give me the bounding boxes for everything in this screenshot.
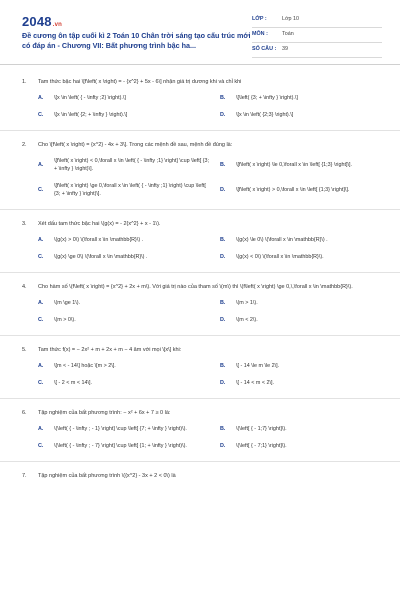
question-text: Tập nghiệm của bất phương trình: − x² + 6x + 7 ≥ 0 là: [38, 410, 171, 416]
option-letter: C. [38, 254, 44, 260]
question-item [0, 409, 400, 462]
question-text: Cho hàm số \(f\left( x \right) = {x^2} + 2x + m\). Với giá trị nào của tham số \(m\) thì \(f\left( x \right) \ge 0,\,\forall x \in \mathbb{R}\). [38, 284, 353, 290]
option-c[interactable] [38, 442, 210, 450]
question-stem [22, 472, 382, 480]
option-letter: A. [38, 95, 44, 101]
question-number: 6. [22, 410, 27, 416]
option-letter: C. [38, 380, 44, 386]
answer-options [22, 236, 382, 270]
answer-options [22, 299, 382, 333]
option-text: \(g(x) > 0\) \(\forall x \in \mathbb{R}\) . [54, 237, 144, 243]
option-letter: D. [220, 112, 226, 118]
question-text: Tam thức bậc hai \[f\left( x \right) = - {x^2} + 5x - 6\] nhận giá trị dương khi và chỉ khi [38, 79, 242, 85]
header-divider [0, 64, 400, 65]
question-divider [0, 130, 400, 131]
option-text: \[f\left( x \right) \le 0,\forall x \in \left[ {1;3} \right]\]. [236, 162, 352, 168]
option-a[interactable] [38, 94, 210, 102]
meta-row-count [252, 43, 382, 58]
question-stem [22, 283, 382, 291]
meta-row-class [252, 13, 382, 28]
option-a[interactable] [38, 299, 210, 307]
option-letter: B. [220, 426, 226, 432]
question-item [0, 283, 400, 336]
option-letter: A. [38, 237, 44, 243]
option-letter: B. [220, 300, 226, 306]
option-a[interactable] [38, 425, 210, 433]
question-list [0, 78, 400, 480]
option-a[interactable] [38, 236, 210, 244]
option-letter: D. [220, 380, 226, 386]
option-text: \[f\left( x \right) < 0,\forall x \in \left( { - \infty ;1} \right] \cup \left[ {3; + \infty } \right)\]. [54, 158, 210, 172]
option-c[interactable] [38, 379, 210, 387]
page-header [0, 0, 400, 62]
option-text: \[f\left( x \right) > 0,\forall x \in \left[ {1;3} \right]\]. [236, 187, 350, 193]
option-d[interactable] [220, 442, 392, 450]
option-text: \[x \in \left( {2;3} \right).\] [236, 112, 294, 118]
question-text: Tam thức f(x) = − 2x² + m + 2x + m − 4 âm với mọi \[x\] khi: [38, 347, 182, 353]
option-letter: A. [38, 162, 44, 168]
option-text: \(g(x) \ge 0\) \(\forall x \in \mathbb{R}\) . [54, 254, 148, 260]
question-stem [22, 346, 382, 354]
option-b[interactable] [220, 299, 392, 307]
option-letter: B. [220, 162, 226, 168]
question-number: 3. [22, 221, 27, 227]
question-item [0, 346, 400, 399]
option-text: \(\left( { - \infty ; - 1} \right] \cup \left[ {7; + \infty } \right)\). [54, 426, 187, 432]
option-letter: D. [220, 317, 226, 323]
option-text: \[ - 14 < m < 2\]. [236, 380, 275, 386]
question-number: 2. [22, 142, 27, 148]
option-letter: A. [38, 300, 44, 306]
option-letter: C. [38, 112, 44, 118]
site-logo[interactable]: 2048.vn [22, 14, 63, 29]
option-letter: B. [220, 363, 226, 369]
question-number: 7. [22, 473, 27, 479]
question-divider [0, 209, 400, 210]
meta-row-subject [252, 28, 382, 43]
meta-value: Toán [282, 31, 294, 37]
meta-table [252, 13, 382, 58]
option-text: \(m < 2\). [236, 317, 258, 323]
option-text: \(g(x) < 0\) \(\forall x \in \mathbb{R}\). [236, 254, 324, 260]
option-letter: B. [220, 95, 226, 101]
question-number: 5. [22, 347, 27, 353]
option-letter: D. [220, 443, 226, 449]
question-stem [22, 409, 382, 417]
option-text: \(\left[ { - 1;7} \right]\). [236, 426, 287, 432]
option-c[interactable] [38, 111, 210, 119]
answer-options [22, 362, 382, 396]
option-b[interactable] [220, 157, 392, 173]
option-a[interactable] [38, 362, 210, 370]
option-d[interactable] [220, 379, 392, 387]
option-letter: A. [38, 426, 44, 432]
meta-value: 39 [282, 46, 288, 52]
answer-options [22, 94, 382, 128]
option-c[interactable] [38, 316, 210, 324]
option-b[interactable] [220, 425, 392, 433]
question-item [0, 220, 400, 273]
option-text: \[\left( {3; + \infty } \right).\] [236, 95, 298, 101]
option-letter: A. [38, 363, 44, 369]
answer-options [22, 425, 382, 459]
option-letter: D. [220, 254, 226, 260]
question-stem [22, 78, 382, 86]
question-divider [0, 272, 400, 273]
question-text: Cho \[f\left( x \right) = {x^2} - 4x + 3\]. Trong các mệnh đề sau, mệnh đề đúng là: [38, 142, 233, 148]
option-text: \[x \in \left( { - \infty ;2} \right).\] [54, 95, 126, 101]
question-text: Xét dấu tam thức bậc hai \(g(x) = - 2{x^2} + x - 1\). [38, 221, 161, 227]
option-letter: C. [38, 317, 44, 323]
option-b[interactable] [220, 94, 392, 102]
question-divider [0, 398, 400, 399]
meta-label: SỐ CÂU : [252, 46, 277, 52]
option-text: \[x \in \left( {2; + \infty } \right).\] [54, 112, 128, 118]
question-divider [0, 335, 400, 336]
option-letter: B. [220, 237, 226, 243]
question-number: 1. [22, 79, 27, 85]
option-letter: C. [38, 187, 44, 193]
option-text: \(\left( { - \infty ; - 7} \right] \cup \left[ {1; + \infty } \right)\). [54, 443, 187, 449]
option-d[interactable] [220, 111, 392, 119]
option-text: \(\left[ { - 7;1} \right]\). [236, 443, 287, 449]
option-letter: D. [220, 187, 226, 193]
option-text: \[f\left( x \right) \ge 0,\forall x \in \left( { - \infty ;1} \right) \cup \left[ {3; + \infty } \right)\]. [54, 183, 206, 197]
option-d[interactable] [220, 182, 392, 198]
document-title: Đề cương ôn tập cuối kì 2 Toán 10 Chân trời sáng tạo cấu trúc mới có đáp án - Chương VII: Bất phương trình bậc ha... [22, 31, 251, 50]
option-text: \[m < - 14\] hoặc \[m > 2\]. [54, 363, 116, 369]
option-text: \(m > 1\). [236, 300, 258, 306]
question-item [0, 472, 400, 480]
question-item [0, 78, 400, 131]
option-text: \[ - 2 < m < 14\]. [54, 380, 93, 386]
question-text: Tập nghiệm của bất phương trình \({x^2} - 3x + 2 < 0\) là [38, 473, 176, 479]
option-b[interactable] [220, 236, 392, 244]
question-divider [0, 461, 400, 462]
option-a[interactable] [38, 157, 210, 173]
option-text: \(m \ge 1\). [54, 300, 81, 306]
option-letter: C. [38, 443, 44, 449]
question-item [0, 141, 400, 210]
option-b[interactable] [220, 362, 392, 370]
question-number: 4. [22, 284, 27, 290]
option-d[interactable] [220, 253, 392, 261]
meta-value: Lớp 10 [282, 16, 300, 22]
meta-label: LỚP : [252, 16, 267, 22]
question-stem [22, 141, 382, 149]
question-stem [22, 220, 382, 228]
option-text: \(m > 0\). [54, 317, 76, 323]
option-c[interactable] [38, 182, 210, 198]
meta-label: MÔN : [252, 31, 268, 37]
option-text: \[ - 14 \le m \le 2\]. [236, 363, 280, 369]
option-text: \(g(x) \le 0\) \(\forall x \in \mathbb{R}\) . [236, 237, 328, 243]
answer-options [22, 157, 382, 207]
option-d[interactable] [220, 316, 392, 324]
option-c[interactable] [38, 253, 210, 261]
